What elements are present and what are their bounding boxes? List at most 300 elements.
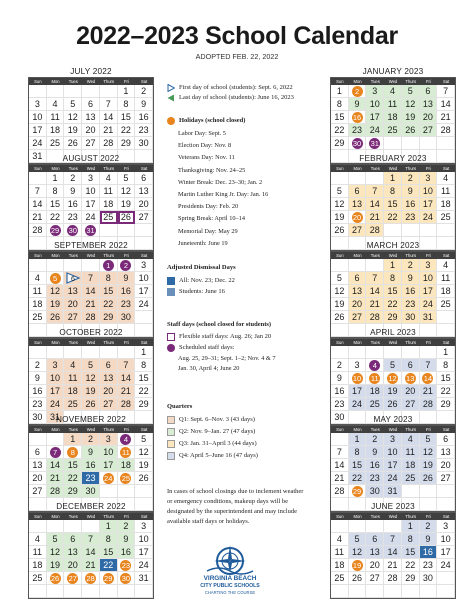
- empty-cell: [331, 346, 349, 359]
- empty-cell: [331, 433, 349, 446]
- day-cell: 25: [64, 398, 82, 411]
- holiday-item: Thanksgiving: Nov. 24–25: [178, 166, 246, 174]
- day-cell: 27: [437, 472, 455, 485]
- day-cell: [64, 572, 82, 585]
- empty-cell: [384, 520, 402, 533]
- day-cell: 2: [135, 85, 153, 98]
- day-cell: 4: [384, 85, 402, 98]
- q3-row: [167, 440, 309, 448]
- day-cell: 22: [331, 124, 349, 137]
- day-cell: 10: [437, 533, 455, 546]
- holiday-circle-icon: 8: [67, 447, 78, 458]
- weekday-header: [29, 252, 153, 259]
- weekday-label: Fri: [123, 253, 129, 258]
- dismissal-students: Students: June 16: [179, 288, 225, 295]
- month-calendar: [28, 327, 154, 425]
- holiday-circle-icon: 14: [423, 374, 433, 383]
- dismissal-row-all: [167, 277, 309, 285]
- month-title: SEPTEMBER 2022: [54, 241, 128, 250]
- day-cell: 20: [64, 559, 82, 572]
- empty-cell: [64, 585, 82, 598]
- day-cell: 7: [437, 85, 455, 98]
- day-cell: 12: [118, 185, 136, 198]
- weekday-label: Sun: [34, 166, 42, 171]
- day-cell: 7: [118, 359, 136, 372]
- empty-cell: [331, 520, 349, 533]
- day-cell: 6: [420, 85, 438, 98]
- day-cell: 14: [100, 111, 118, 124]
- weekday-label: Mon: [353, 79, 362, 84]
- empty-cell: [420, 485, 438, 498]
- staff-header-text: Staff days (school closed for students): [167, 321, 272, 328]
- day-cell: 21: [366, 211, 384, 224]
- empty-cell: [64, 85, 82, 98]
- day-cell: 6: [82, 98, 100, 111]
- weekday-label: Sat: [442, 166, 450, 171]
- day-cell: 19: [64, 124, 82, 137]
- weekday-label: Mon: [353, 340, 362, 345]
- day-cell: 17: [420, 198, 438, 211]
- empty-cell: [366, 585, 384, 598]
- day-cell: 9: [349, 98, 367, 111]
- day-cell: 11: [437, 272, 455, 285]
- day-cell: 26: [331, 224, 349, 237]
- day-cell: 2: [402, 259, 420, 272]
- day-cell: 8: [402, 533, 420, 546]
- day-cell: 18: [437, 198, 455, 211]
- weekday-header: [331, 513, 455, 520]
- logo-line-3: CHARTING THE COURSE: [204, 590, 256, 595]
- day-cell: 26: [349, 572, 367, 585]
- month-calendar: [28, 240, 154, 338]
- day-cell: 17: [29, 124, 47, 137]
- day-cell: 21: [82, 298, 100, 311]
- empty-cell: [100, 224, 118, 237]
- day-cell: 17: [349, 385, 367, 398]
- day-cell: 18: [366, 385, 384, 398]
- holiday-circle-icon: 23: [121, 561, 131, 570]
- day-cell: 17: [384, 459, 402, 472]
- day-cell: 28: [384, 572, 402, 585]
- weekday-label: Sun: [336, 340, 344, 345]
- day-cell: 31: [47, 411, 65, 424]
- day-cell: [47, 572, 65, 585]
- month-calendar: [330, 327, 456, 425]
- scheduled-dates-2: Jan. 30, April 4; June 20: [178, 365, 240, 372]
- month-calendar: [330, 414, 456, 512]
- day-cell: 29: [331, 137, 349, 150]
- day-cell: 20: [64, 298, 82, 311]
- day-cell: 23: [349, 124, 367, 137]
- day-cell: 9: [135, 98, 153, 111]
- weekday-label: Sun: [336, 514, 344, 519]
- day-cell: [118, 433, 136, 446]
- day-cell: 17: [135, 546, 153, 559]
- weekday-label: Sun: [336, 427, 344, 432]
- day-cell: 27: [420, 124, 438, 137]
- day-cell: 10: [384, 446, 402, 459]
- day-cell: 24: [135, 298, 153, 311]
- staff-day-circle-icon: 4: [120, 434, 131, 445]
- weekday-header: [331, 165, 455, 172]
- day-cell: 9: [402, 272, 420, 285]
- day-cell: [64, 446, 82, 459]
- empty-cell: [47, 585, 65, 598]
- day-cell: [100, 572, 118, 585]
- day-cell: 22: [64, 472, 82, 485]
- weekday-label: Tues: [68, 514, 78, 519]
- day-cell: 19: [331, 298, 349, 311]
- day-cell: 28: [420, 398, 438, 411]
- staff-day-circle-icon: 31: [370, 139, 379, 148]
- month-title: AUGUST 2022: [62, 154, 120, 163]
- day-cell: 19: [384, 385, 402, 398]
- staff-day-circle-icon: 29: [50, 226, 60, 235]
- day-cell: 29: [437, 398, 455, 411]
- day-cell: 12: [47, 546, 65, 559]
- day-cell: [82, 572, 100, 585]
- empty-cell: [29, 172, 47, 185]
- day-cell: 23: [64, 211, 82, 224]
- day-cell: 29: [135, 398, 153, 411]
- day-cell: 3: [349, 359, 367, 372]
- day-cell: 4: [29, 272, 47, 285]
- day-cell: 8: [100, 533, 118, 546]
- day-cell: 5: [82, 359, 100, 372]
- weekday-label: Tues: [370, 166, 380, 171]
- empty-cell: [135, 485, 153, 498]
- day-cell: 13: [437, 446, 455, 459]
- weekday-label: Tues: [68, 340, 78, 345]
- day-cell: 25: [437, 211, 455, 224]
- day-cell: 10: [420, 272, 438, 285]
- holidays-header-row: [167, 117, 309, 125]
- holiday-circle-icon: 16: [352, 113, 362, 122]
- day-cell: 23: [402, 298, 420, 311]
- day-cell: 8: [349, 446, 367, 459]
- day-cell: 23: [402, 211, 420, 224]
- weekday-label: Sat: [140, 427, 148, 432]
- empty-cell: [47, 85, 65, 98]
- empty-cell: [420, 224, 438, 237]
- day-cell: 15: [118, 111, 136, 124]
- day-cell: 13: [64, 546, 82, 559]
- weekday-label: Mon: [51, 253, 60, 258]
- day-cell: [100, 472, 118, 485]
- empty-cell: [82, 259, 100, 272]
- weekday-label: Wed: [388, 79, 398, 84]
- q4-swatch-icon: [167, 452, 175, 460]
- day-cell: [366, 359, 384, 372]
- day-cell: [118, 572, 136, 585]
- day-cell: 13: [135, 185, 153, 198]
- flex-row: [167, 333, 309, 341]
- day-cell: 20: [366, 559, 384, 572]
- last-day-label: Last day of school (students): June 16, 2023: [179, 94, 294, 101]
- day-cell: [118, 446, 136, 459]
- weekday-label: Wed: [388, 514, 398, 519]
- empty-cell: [47, 259, 65, 272]
- day-cell: 4: [47, 98, 65, 111]
- day-cell: 1: [402, 520, 420, 533]
- day-cell: 20: [349, 298, 367, 311]
- weekday-label: Thurs: [103, 427, 115, 432]
- day-cell: 4: [331, 533, 349, 546]
- weekday-label: Sun: [34, 253, 42, 258]
- day-cell: 21: [100, 124, 118, 137]
- day-cell: 11: [47, 111, 65, 124]
- day-cell: 20: [402, 385, 420, 398]
- holiday-circle-icon: 28: [86, 574, 95, 583]
- day-cell: 5: [402, 85, 420, 98]
- day-cell: 12: [47, 285, 65, 298]
- day-cell: 21: [29, 211, 47, 224]
- day-cell: 8: [135, 359, 153, 372]
- day-cell: 22: [437, 385, 455, 398]
- empty-cell: [331, 585, 349, 598]
- day-cell: 8: [384, 185, 402, 198]
- empty-cell: [118, 346, 136, 359]
- day-cell: 18: [100, 198, 118, 211]
- day-cell: 10: [29, 111, 47, 124]
- day-cell: 21: [384, 559, 402, 572]
- dismissal-all: All: Nov. 23; Dec. 22: [179, 277, 235, 284]
- day-cell: 17: [135, 285, 153, 298]
- holiday-circle-icon: [167, 117, 175, 125]
- day-cell: 25: [331, 572, 349, 585]
- day-cell: 5: [47, 533, 65, 546]
- weekday-header: [29, 165, 153, 172]
- weekday-label: Tues: [68, 166, 78, 171]
- day-cell: 7: [100, 98, 118, 111]
- day-cell: 24: [82, 211, 100, 224]
- day-cell: 28: [118, 398, 136, 411]
- month-calendar: [330, 153, 456, 251]
- day-cell: 8: [437, 359, 455, 372]
- day-cell: [384, 372, 402, 385]
- staff-day-circle-icon: 30: [68, 226, 77, 235]
- day-cell: [100, 259, 118, 272]
- day-cell: 5: [64, 98, 82, 111]
- day-cell: 25: [100, 211, 118, 224]
- month-calendar: [28, 66, 154, 164]
- weekday-label: Thurs: [103, 340, 115, 345]
- day-cell: 14: [29, 198, 47, 211]
- empty-cell: [384, 585, 402, 598]
- day-cell: 2: [366, 433, 384, 446]
- holiday-circle-icon: 10: [352, 374, 362, 383]
- day-cell: 16: [118, 546, 136, 559]
- day-cell: 2: [420, 520, 438, 533]
- day-cell: 26: [384, 398, 402, 411]
- weekday-label: Fri: [123, 427, 129, 432]
- day-cell: 3: [437, 520, 455, 533]
- day-cell: 1: [47, 172, 65, 185]
- staff-day-circle-icon: 31: [86, 226, 95, 235]
- day-cell: 28: [47, 485, 65, 498]
- month-title: FEBRUARY 2023: [359, 154, 427, 163]
- weekday-label: Mon: [353, 514, 362, 519]
- day-cell: 16: [135, 111, 153, 124]
- weekday-label: Tues: [370, 79, 380, 84]
- day-cell: 8: [118, 98, 136, 111]
- day-cell: 6: [29, 446, 47, 459]
- empty-cell: [29, 346, 47, 359]
- day-cell: 22: [402, 559, 420, 572]
- adopted-date: ADOPTED FEB. 22, 2022: [195, 52, 279, 61]
- weekday-label: Sat: [140, 514, 148, 519]
- weekday-label: Sat: [442, 79, 450, 84]
- day-cell: 3: [366, 85, 384, 98]
- day-cell: 28: [29, 224, 47, 237]
- logo-line-1: VIRGINIA BEACH: [203, 575, 257, 582]
- day-cell: 1: [349, 433, 367, 446]
- empty-cell: [402, 346, 420, 359]
- quarters-header-text: Quarters: [167, 403, 193, 410]
- day-cell: 9: [118, 272, 136, 285]
- day-cell: 31: [420, 311, 438, 324]
- empty-cell: [64, 259, 82, 272]
- day-cell: 12: [331, 198, 349, 211]
- day-cell: 30: [135, 137, 153, 150]
- day-cell: 25: [29, 311, 47, 324]
- weekday-label: Sat: [442, 340, 450, 345]
- day-cell: 12: [420, 446, 438, 459]
- day-cell: 3: [47, 359, 65, 372]
- dismissal-header: [167, 264, 309, 271]
- weekday-label: Thurs: [103, 253, 115, 258]
- day-cell: 27: [82, 137, 100, 150]
- day-cell: 21: [366, 298, 384, 311]
- day-cell: 30: [29, 411, 47, 424]
- day-cell: 17: [437, 546, 455, 559]
- empty-cell: [366, 346, 384, 359]
- day-cell: 29: [402, 572, 420, 585]
- day-cell: [47, 224, 65, 237]
- day-cell: 11: [64, 372, 82, 385]
- weekday-label: Sat: [140, 253, 148, 258]
- empty-cell: [82, 585, 100, 598]
- day-cell: 2: [118, 520, 136, 533]
- day-cell: 27: [402, 398, 420, 411]
- day-cell: [349, 137, 367, 150]
- weekday-label: Tues: [370, 514, 380, 519]
- day-cell: 3: [420, 259, 438, 272]
- day-cell: 16: [82, 459, 100, 472]
- holiday-circle-icon: 27: [68, 574, 77, 583]
- weekday-label: Tues: [68, 253, 78, 258]
- day-cell: 23: [331, 398, 349, 411]
- day-cell: 12: [82, 372, 100, 385]
- staff-day-circle-icon: 30: [352, 139, 362, 148]
- day-cell: 28: [366, 311, 384, 324]
- day-cell: [366, 372, 384, 385]
- day-cell: 26: [331, 311, 349, 324]
- day-cell: 6: [366, 533, 384, 546]
- day-cell: 30: [402, 311, 420, 324]
- day-cell: 19: [135, 459, 153, 472]
- day-cell: 18: [64, 385, 82, 398]
- day-cell: 13: [82, 111, 100, 124]
- day-cell: 12: [331, 285, 349, 298]
- day-cell: 8: [384, 272, 402, 285]
- q2-row: [167, 428, 309, 436]
- day-cell: 6: [437, 433, 455, 446]
- holiday-circle-icon: 12: [388, 374, 397, 383]
- weekday-label: Fri: [123, 166, 129, 171]
- day-cell: [349, 111, 367, 124]
- empty-cell: [100, 485, 118, 498]
- day-cell: 8: [331, 98, 349, 111]
- day-cell: [349, 85, 367, 98]
- holiday-item: Election Day: Nov. 8: [178, 142, 232, 150]
- holiday-item: Winter Break: Dec. 23–30; Jan. 2: [178, 178, 263, 186]
- day-cell: 25: [366, 398, 384, 411]
- day-cell: 16: [331, 385, 349, 398]
- empty-cell: [402, 485, 420, 498]
- day-cell: 15: [349, 459, 367, 472]
- weekday-label: Wed: [86, 253, 96, 258]
- day-cell: 18: [331, 559, 349, 572]
- weekday-label: Sat: [442, 427, 450, 432]
- day-cell: [47, 446, 65, 459]
- day-cell: [82, 224, 100, 237]
- day-cell: 7: [366, 185, 384, 198]
- month-calendar: [330, 240, 456, 338]
- day-cell: 6: [349, 185, 367, 198]
- holiday-item: Martin Luther King Jr. Day: Jan. 16: [178, 191, 269, 198]
- weekday-label: Mon: [51, 340, 60, 345]
- day-cell: 9: [118, 533, 136, 546]
- month-title: APRIL 2023: [370, 328, 416, 337]
- day-cell: 15: [100, 546, 118, 559]
- day-cell: 9: [420, 533, 438, 546]
- day-cell: 9: [331, 372, 349, 385]
- month-calendar: [330, 501, 456, 599]
- day-cell: 14: [82, 285, 100, 298]
- month-title: NOVEMBER 2022: [56, 415, 126, 424]
- day-cell: 6: [64, 533, 82, 546]
- empty-cell: [384, 137, 402, 150]
- day-cell: 30: [82, 485, 100, 498]
- weekday-label: Mon: [353, 166, 362, 171]
- empty-cell: [366, 259, 384, 272]
- day-cell: 3: [420, 172, 438, 185]
- day-cell: 5: [384, 359, 402, 372]
- day-cell: 2: [64, 172, 82, 185]
- day-cell: [64, 224, 82, 237]
- weekday-label: Mon: [51, 166, 60, 171]
- day-cell: 19: [82, 385, 100, 398]
- dismissal-students-swatch-icon: [167, 288, 175, 296]
- empty-cell: [47, 346, 65, 359]
- weekday-label: Sun: [34, 427, 42, 432]
- scheduled-label: Scheduled staff days:: [179, 344, 235, 351]
- dismissal-row-students: [167, 288, 309, 296]
- day-cell: 28: [366, 224, 384, 237]
- weekday-header: [29, 78, 153, 85]
- empty-cell: [82, 346, 100, 359]
- empty-cell: [29, 585, 47, 598]
- weekday-label: Wed: [86, 514, 96, 519]
- month-title: JULY 2022: [70, 67, 112, 76]
- day-cell: 16: [366, 459, 384, 472]
- scheduled-dates-1: Aug. 25, 29–31; Sept. 1–2; Nov. 4 & 7: [178, 355, 276, 362]
- day-cell: 18: [29, 298, 47, 311]
- weekday-label: Fri: [425, 253, 431, 258]
- day-cell: 24: [29, 137, 47, 150]
- day-cell: 3: [29, 98, 47, 111]
